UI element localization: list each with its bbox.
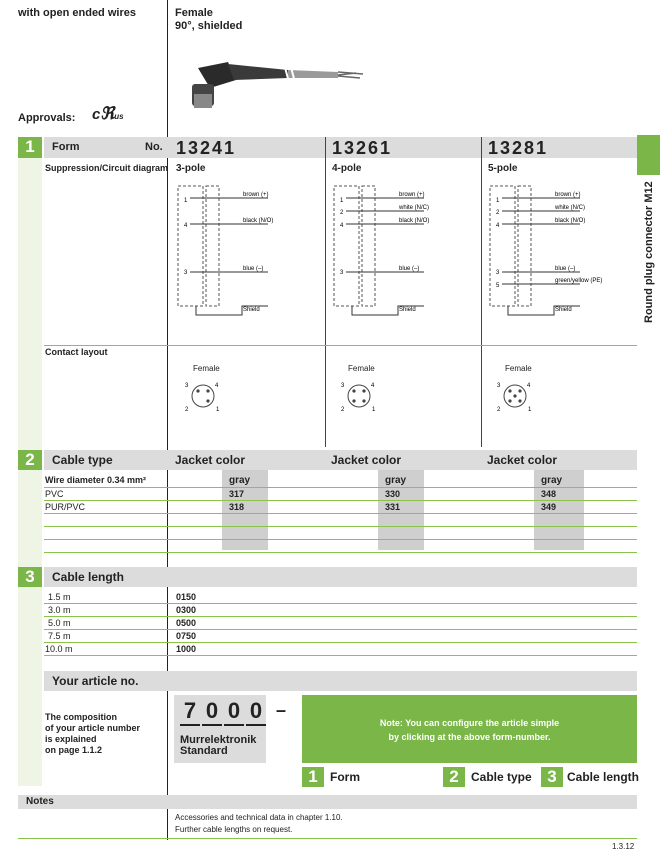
- svg-text:black (N/O): black (N/O): [555, 218, 586, 224]
- side-label-box: [641, 175, 660, 325]
- svg-text:blue (–): blue (–): [399, 266, 420, 272]
- article-explain: The composition of your article number is explained on page 1.1.2: [45, 712, 141, 755]
- svg-text:2: 2: [185, 407, 189, 413]
- row-line: [44, 539, 637, 540]
- svg-text:1: 1: [372, 407, 376, 413]
- cable-type-label: Cable type: [52, 453, 113, 467]
- article-13281[interactable]: 13281: [488, 138, 549, 158]
- notes-bar: [18, 795, 637, 809]
- circuit-diagram-3pole: [170, 178, 325, 323]
- length-code-2: 0300: [176, 605, 197, 615]
- length-2: 3.0 m: [48, 605, 71, 615]
- contact-layout-5pole: [495, 378, 535, 414]
- side-tab: [637, 135, 660, 175]
- row-line: [44, 513, 637, 514]
- row-line: [44, 500, 637, 501]
- svg-text:1: 1: [496, 198, 500, 204]
- svg-text:blue (–): blue (–): [555, 266, 576, 272]
- svg-text:5: 5: [496, 283, 500, 289]
- row-line: [44, 487, 637, 488]
- svg-text:brown (+): brown (+): [399, 192, 425, 198]
- row-line: [44, 655, 637, 656]
- code-331: 331: [385, 502, 401, 512]
- row-line: [44, 616, 637, 617]
- brand-label: Murrelektronik Standard: [180, 734, 257, 757]
- article-dash: –: [276, 700, 287, 720]
- row-line: [44, 552, 637, 553]
- svg-text:brown (+): brown (+): [243, 192, 269, 198]
- svg-text:4: 4: [215, 383, 219, 389]
- svg-text:1: 1: [340, 198, 344, 204]
- svg-text:1: 1: [184, 198, 188, 204]
- svg-text:green/yellow (PE): green/yellow (PE): [555, 278, 603, 284]
- article-13261[interactable]: 13261: [332, 138, 393, 158]
- configure-note-text: Note: You can configure the article simple by clicking at the above form-number.: [379, 718, 560, 742]
- svg-text:2: 2: [341, 407, 345, 413]
- circuit-diagram-4pole: [326, 178, 481, 323]
- connector-image: [178, 50, 368, 115]
- row-line: [44, 603, 637, 604]
- gray-1: gray: [229, 475, 251, 486]
- header-left: with open ended wires: [18, 7, 136, 19]
- form-label: Form: [52, 141, 80, 153]
- approvals-label: Approvals:: [18, 112, 76, 124]
- your-article-label: Your article no.: [52, 674, 139, 688]
- wire-diameter: Wire diameter 0.34 mm²: [45, 475, 146, 485]
- legend-2-badge[interactable]: 2: [443, 767, 465, 787]
- legend-2-label: Cable type: [471, 770, 532, 784]
- svg-text:black (N/O): black (N/O): [399, 218, 430, 224]
- contact-label: Contact layout: [45, 347, 108, 357]
- svg-text:white (N/C): white (N/C): [399, 205, 430, 211]
- svg-text:4: 4: [184, 223, 188, 229]
- length-4: 7.5 m: [48, 631, 71, 641]
- svg-text:4: 4: [496, 223, 500, 229]
- svg-text:brown (+): brown (+): [555, 192, 581, 198]
- pole-4: 4-pole: [332, 163, 362, 174]
- legend-1-label: Form: [330, 770, 360, 784]
- code-349: 349: [541, 502, 557, 512]
- product-title: Female: [175, 7, 213, 19]
- jacket-color-2: Jacket color: [331, 453, 402, 467]
- svg-text:3: 3: [340, 270, 344, 276]
- column-divider: [167, 0, 168, 840]
- svg-text:black (N/O): black (N/O): [243, 218, 274, 224]
- contact-female-2: Female: [348, 364, 375, 373]
- pole-3: 3-pole: [176, 163, 206, 174]
- gray-2: gray: [385, 475, 407, 486]
- length-code-4: 0750: [176, 631, 197, 641]
- ul-icon: cℜus: [92, 104, 124, 123]
- svg-text:3: 3: [497, 383, 501, 389]
- pvc-label: PVC: [45, 489, 64, 499]
- legend-1-badge[interactable]: 1: [302, 767, 324, 787]
- svg-text:2: 2: [496, 210, 500, 216]
- suppression-label: Suppression/Circuit diagram: [45, 163, 169, 173]
- section-1-badge[interactable]: 1: [18, 137, 42, 158]
- jacket-color-3: Jacket color: [487, 453, 558, 467]
- row-line: [44, 629, 637, 630]
- jacket-color-1: Jacket color: [175, 453, 246, 467]
- svg-text:Shield: Shield: [243, 307, 260, 313]
- svg-text:Shield: Shield: [555, 307, 572, 313]
- cable-length-header-bar: [44, 567, 637, 587]
- length-code-1: 0150: [176, 592, 197, 602]
- svg-text:1: 1: [216, 407, 220, 413]
- svg-text:blue (–): blue (–): [243, 266, 264, 272]
- svg-text:white (N/C): white (N/C): [555, 205, 586, 211]
- section-2-badge[interactable]: 2: [18, 450, 42, 470]
- code-317: 317: [229, 489, 245, 499]
- pole-5: 5-pole: [488, 163, 518, 174]
- svg-text:3: 3: [184, 270, 188, 276]
- svg-text:4: 4: [371, 383, 375, 389]
- svg-text:4: 4: [527, 383, 531, 389]
- svg-text:1: 1: [528, 407, 532, 413]
- contact-female-1: Female: [193, 364, 220, 373]
- article-digits: 7 0 0 0: [180, 698, 266, 726]
- svg-text:2: 2: [340, 210, 344, 216]
- page-number: 1.3.12: [612, 842, 635, 851]
- length-1: 1.5 m: [48, 592, 71, 602]
- row-line: [44, 642, 637, 643]
- circuit-diagram-5pole: [482, 178, 637, 323]
- gray-3: gray: [541, 475, 563, 486]
- length-code-3: 0500: [176, 618, 197, 628]
- legend-3-label: Cable length: [567, 770, 640, 784]
- left-rail: [18, 158, 42, 786]
- pur-pvc-label: PUR/PVC: [45, 502, 86, 512]
- legend-3-badge[interactable]: 3: [541, 767, 563, 787]
- svg-text:4: 4: [340, 223, 344, 229]
- length-3: 5.0 m: [48, 618, 71, 628]
- svg-text:3: 3: [496, 270, 500, 276]
- article-13241[interactable]: 13241: [176, 138, 237, 158]
- divider: [44, 345, 637, 346]
- length-5: 10.0 m: [45, 644, 73, 654]
- cable-length-label: Cable length: [52, 570, 125, 584]
- notes-text: Accessories and technical data in chapter 1.10. Further cable lengths on request.: [175, 813, 343, 834]
- row-line: [44, 526, 637, 527]
- code-348: 348: [541, 489, 557, 499]
- code-330: 330: [385, 489, 401, 499]
- section-3-badge[interactable]: 3: [18, 567, 42, 587]
- length-code-5: 1000: [176, 644, 197, 654]
- svg-text:2: 2: [497, 407, 501, 413]
- svg-text:3: 3: [185, 383, 189, 389]
- code-318: 318: [229, 502, 245, 512]
- contact-layout-4pole: [339, 378, 379, 414]
- contact-layout-3pole: [183, 378, 223, 414]
- side-label: Round plug connector M12: [643, 181, 655, 323]
- contact-female-3: Female: [505, 364, 532, 373]
- bottom-line: [18, 838, 637, 839]
- product-subtitle: 90°, shielded: [175, 20, 243, 32]
- svg-text:3: 3: [341, 383, 345, 389]
- svg-text:Shield: Shield: [399, 307, 416, 313]
- no-label: No.: [145, 141, 163, 153]
- notes-label: Notes: [26, 796, 54, 807]
